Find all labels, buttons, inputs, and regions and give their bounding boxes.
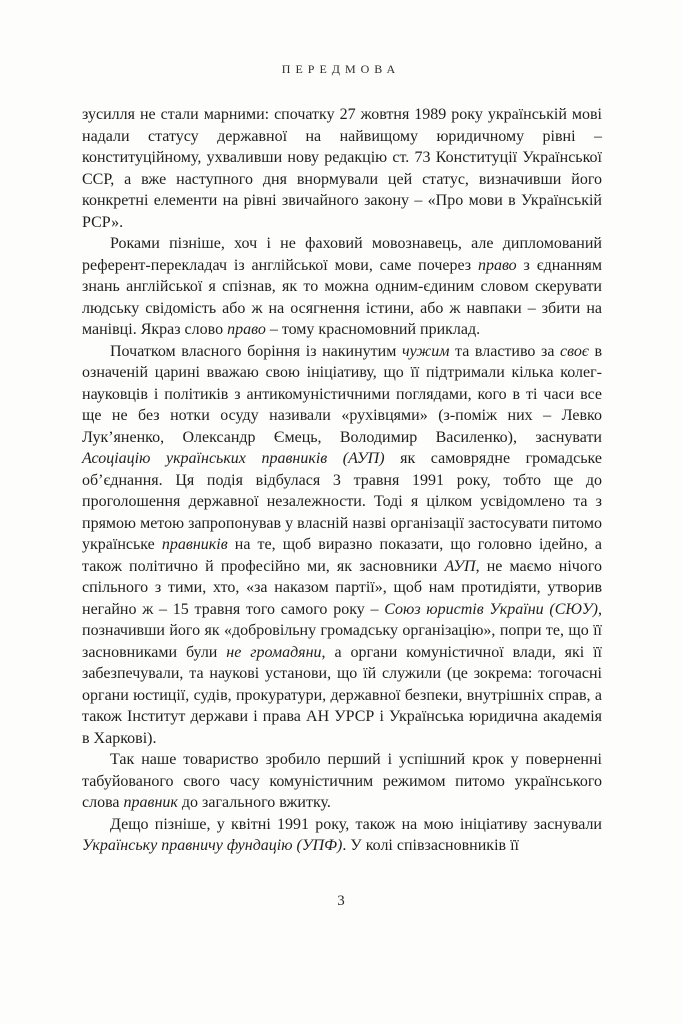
text-run: , не маємо нічого спільного з тими, хто, «за наказом партії», щоб нам протидіяти, утворив негайно ж – 15 травня того самого року – xyxy=(82,557,602,618)
text-run: як самоврядне громадське об’єднання. Ця подія відбулася 3 травня 1991 року, тобто ще до проголошення державної незалежности. Тоді я цілком усвідомлено та з прямою метою запропонував у власній назві організації застосувати питомо українське xyxy=(82,450,603,553)
italic-text-run: Союз юристів України (СЮУ) xyxy=(384,600,598,618)
italic-text-run: право xyxy=(477,256,517,274)
italic-text-run: чужим xyxy=(401,342,450,360)
italic-text-run: право xyxy=(227,321,266,338)
italic-text-run: не громадяни xyxy=(226,643,322,661)
text-run: Роками пізніше, хоч і не фаховий мовознавець, але дипломований референт-перекладач із англійської мови, саме почерез xyxy=(82,235,602,274)
running-header: ПЕРЕДМОВА xyxy=(281,62,401,76)
italic-text-run: Українську правничу фундацію (УПФ) xyxy=(82,837,343,854)
text-run: , а органи комуністичної влади, які її забезпечували, та наукові установи, що їй служили (це зокрема: тогочасні органи юстиції, судів, прокуратури, державної безпеки, внутрішніх справ, а також Інститут держави і права АН УРСР і Українська юридична академія в Харкові). xyxy=(82,643,602,747)
italic-text-run: правників xyxy=(161,536,228,553)
text-run: . У колі співзасновників її xyxy=(342,837,519,854)
paragraph xyxy=(82,814,602,857)
text-run: Так наше товариство зробило перший і успішний крок у поверненні табуйованого свого часу комуністичним режимом питомо українського слова xyxy=(82,751,602,811)
body-text xyxy=(82,104,602,857)
text-run: Початком власного боріння із накинутим xyxy=(110,342,402,360)
italic-text-run: АУП xyxy=(444,557,476,575)
text-run: в означеній царині вважаю свою ініціативу, що її підтримали кілька колег-науковців і політиків з антикомуністичними поглядами, кого в ті часи все ще не без нотки осуду називали «рухівцями» (з-поміж них – Левко Лук’яненко, Олександр Ємець, Володимир Василенко), заснувати xyxy=(82,342,602,446)
text-run: на те, щоб виразно показати, що головно ідейно, а також політично й професійно ми, як засновники xyxy=(82,536,602,575)
text-run: до загального вжитку. xyxy=(177,794,331,811)
paragraph xyxy=(82,233,602,341)
page-number: 3 xyxy=(337,893,345,909)
paragraph xyxy=(82,749,602,814)
italic-text-run: Асоціацію українських правників (АУП) xyxy=(82,450,385,467)
text-run: та властиво за xyxy=(449,342,561,360)
italic-text-run: правник xyxy=(123,794,178,811)
paragraph xyxy=(82,104,602,233)
text-run: з єднанням знань англійської я спізнав, як то можна одним-єдиним словом скерувати людську свідомість або ж на осягнення істини, або ж навпаки – збити на манівці. Якраз слово xyxy=(82,256,602,338)
text-run: зусилля не стали марними: спочатку 27 жовтня 1989 року українській мові надали статусу державної на найвищому юридичному рівні – конституційному, ухваливши нову редакцію ст. 73 Конституції Української ССР, а вже наступного дня внормували цей статус, визначивши його конкретні елементи на рівні звичайного закону – «Про мови в Українській РСР». xyxy=(82,106,602,231)
text-run: Дещо пізніше, у квітні 1991 року, також на мою ініціативу заснували xyxy=(110,815,602,833)
italic-text-run: своє xyxy=(560,342,589,360)
paragraph xyxy=(82,341,602,750)
text-run: , позначивши його як «добровільну громадську організацію», попри те, що її засновниками були xyxy=(82,600,602,661)
text-run: – тому красномовний приклад. xyxy=(265,321,481,338)
